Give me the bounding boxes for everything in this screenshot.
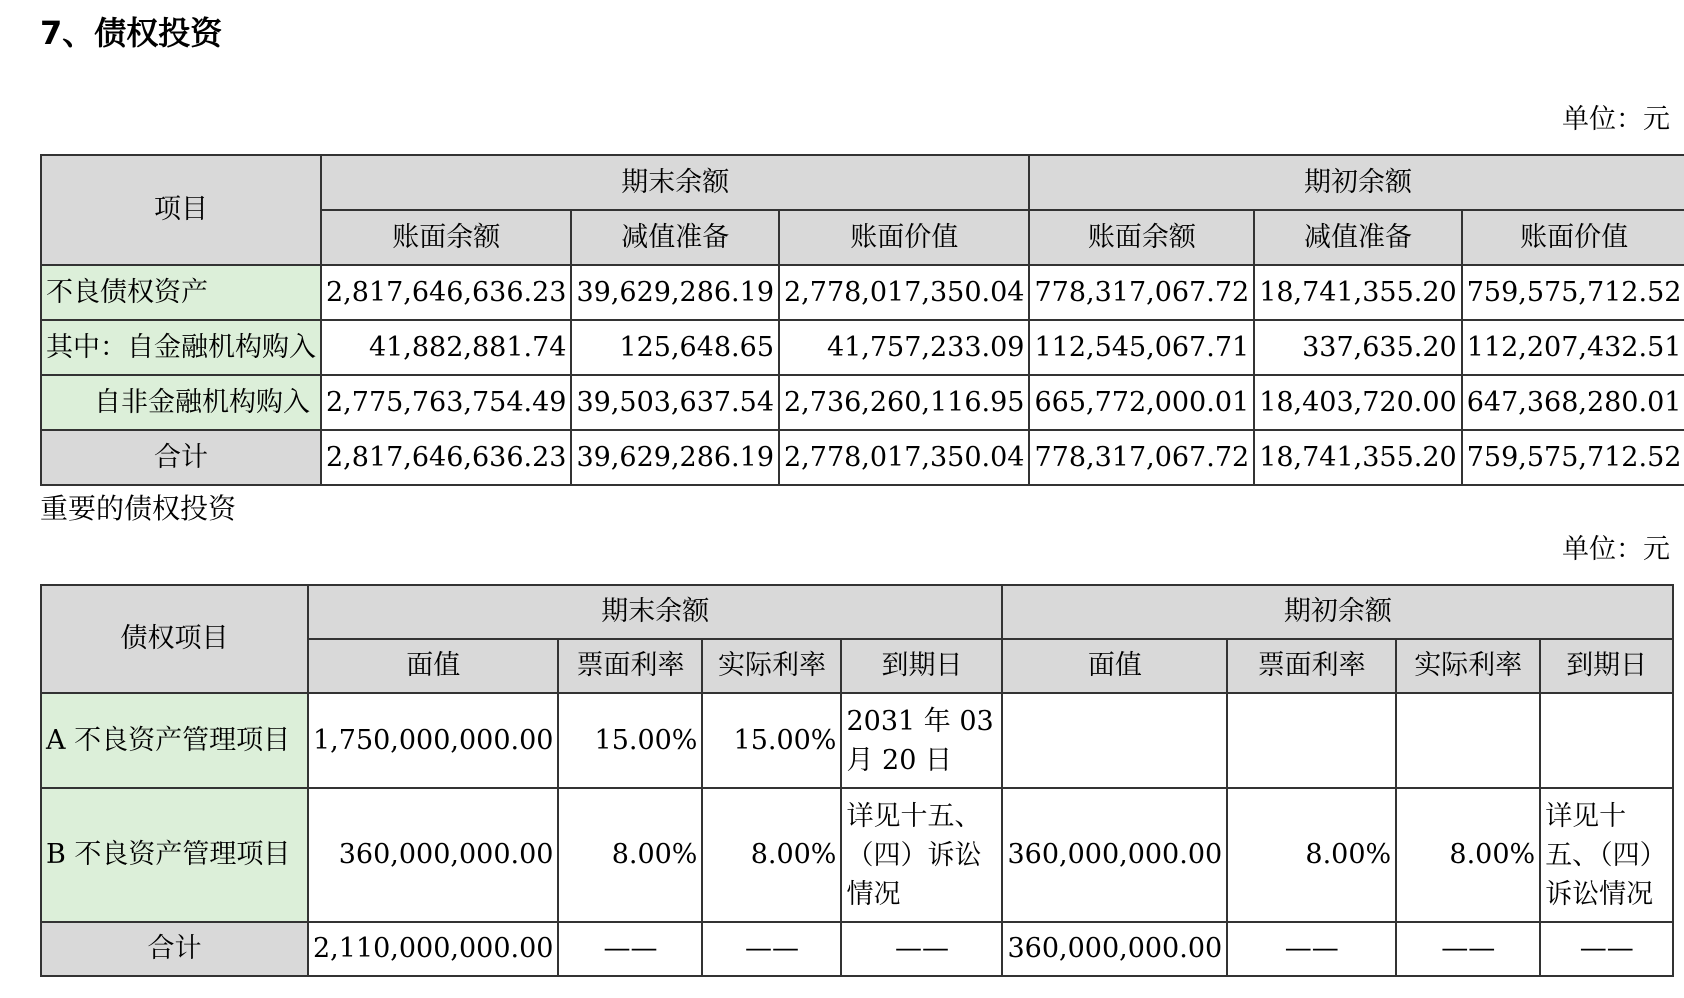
cell-value: [1540, 693, 1673, 788]
cell-value: 112,545,067.71: [1029, 320, 1254, 375]
cell-value: 18,741,355.20: [1254, 430, 1462, 485]
row-label: 其中：自金融机构购入: [41, 320, 321, 375]
cell-value: 2,736,260,116.95: [779, 375, 1029, 430]
sub-header: 账面余额: [1029, 210, 1254, 265]
cell-value: 125,648.65: [571, 320, 779, 375]
cell-value: 759,575,712.52: [1462, 265, 1684, 320]
cell-value: 2,817,646,636.23: [321, 430, 571, 485]
important-debt-investment-table: [40, 584, 1674, 977]
sub-header: 账面价值: [779, 210, 1029, 265]
cell-value: 778,317,067.72: [1029, 265, 1254, 320]
cell-value: 2,110,000,000.00: [308, 922, 558, 976]
cell-value: [1227, 693, 1396, 788]
cell-value: 2,775,763,754.49: [321, 375, 571, 430]
row-label: 合计: [41, 922, 308, 976]
cell-value: ——: [1540, 922, 1673, 976]
cell-value: ——: [558, 922, 702, 976]
unit-label-1: 单位：元: [1562, 104, 1670, 135]
table-row: [41, 265, 1684, 320]
table-row: [41, 788, 1673, 922]
table-row: [41, 320, 1684, 375]
sub-header: 减值准备: [571, 210, 779, 265]
cell-value: 360,000,000.00: [1002, 922, 1227, 976]
row-label: 不良债权资产: [41, 265, 321, 320]
cell-value: 112,207,432.51: [1462, 320, 1684, 375]
sub-header: 减值准备: [1254, 210, 1462, 265]
sub-header: 面值: [1002, 639, 1227, 693]
cell-value: 8.00%: [1396, 788, 1540, 922]
cell-value: ——: [702, 922, 841, 976]
table-row: [41, 375, 1684, 430]
cell-value: [1002, 693, 1227, 788]
sub-header: 到期日: [841, 639, 1002, 693]
cell-value: 1,750,000,000.00: [308, 693, 558, 788]
col-item-header: 债权项目: [41, 585, 308, 693]
cell-value: 665,772,000.01: [1029, 375, 1254, 430]
section-title: 7、债权投资: [40, 14, 223, 52]
row-label: A 不良资产管理项目: [41, 693, 308, 788]
cell-value: 41,757,233.09: [779, 320, 1029, 375]
sub-header: 账面余额: [321, 210, 571, 265]
cell-value: 360,000,000.00: [308, 788, 558, 922]
cell-value: 337,635.20: [1254, 320, 1462, 375]
group-end-header: 期末余额: [321, 155, 1029, 210]
cell-value: 15.00%: [558, 693, 702, 788]
row-label: B 不良资产管理项目: [41, 788, 308, 922]
unit-label-2: 单位：元: [1562, 534, 1670, 565]
group-begin-header: 期初余额: [1029, 155, 1684, 210]
section-subtitle: 重要的债权投资: [40, 492, 237, 525]
cell-value: ——: [1396, 922, 1540, 976]
cell-value: 2,778,017,350.04: [779, 430, 1029, 485]
col-item-header: 项目: [41, 155, 321, 265]
group-begin-header: 期初余额: [1002, 585, 1673, 639]
cell-value: 759,575,712.52: [1462, 430, 1684, 485]
cell-value: 18,403,720.00: [1254, 375, 1462, 430]
table-row-total: [41, 430, 1684, 485]
row-label: 合计: [41, 430, 321, 485]
cell-value: 2,817,646,636.23: [321, 265, 571, 320]
sub-header: 面值: [308, 639, 558, 693]
cell-value: 2,778,017,350.04: [779, 265, 1029, 320]
cell-value: 39,629,286.19: [571, 430, 779, 485]
cell-value: 8.00%: [1227, 788, 1396, 922]
cell-value: 647,368,280.01: [1462, 375, 1684, 430]
table-row: [41, 693, 1673, 788]
table-row-total: [41, 922, 1673, 976]
cell-value: 详见十五、（四）诉讼情况: [841, 788, 1002, 922]
cell-value: 18,741,355.20: [1254, 265, 1462, 320]
cell-value: 39,503,637.54: [571, 375, 779, 430]
sub-header: 票面利率: [1227, 639, 1396, 693]
cell-value: 778,317,067.72: [1029, 430, 1254, 485]
sub-header: 到期日: [1540, 639, 1673, 693]
cell-value: 8.00%: [702, 788, 841, 922]
cell-value: ——: [841, 922, 1002, 976]
sub-header: 实际利率: [1396, 639, 1540, 693]
debt-investment-table: [40, 154, 1684, 486]
cell-value: 41,882,881.74: [321, 320, 571, 375]
cell-value: 39,629,286.19: [571, 265, 779, 320]
sub-header: 账面价值: [1462, 210, 1684, 265]
cell-value: [1396, 693, 1540, 788]
cell-value: 15.00%: [702, 693, 841, 788]
cell-value: ——: [1227, 922, 1396, 976]
cell-value: 2031 年 03 月 20 日: [841, 693, 1002, 788]
row-label: 自非金融机构购入: [41, 375, 321, 430]
sub-header: 实际利率: [702, 639, 841, 693]
cell-value: 详见十五、（四）诉讼情况: [1540, 788, 1673, 922]
cell-value: 360,000,000.00: [1002, 788, 1227, 922]
sub-header: 票面利率: [558, 639, 702, 693]
group-end-header: 期末余额: [308, 585, 1002, 639]
cell-value: 8.00%: [558, 788, 702, 922]
